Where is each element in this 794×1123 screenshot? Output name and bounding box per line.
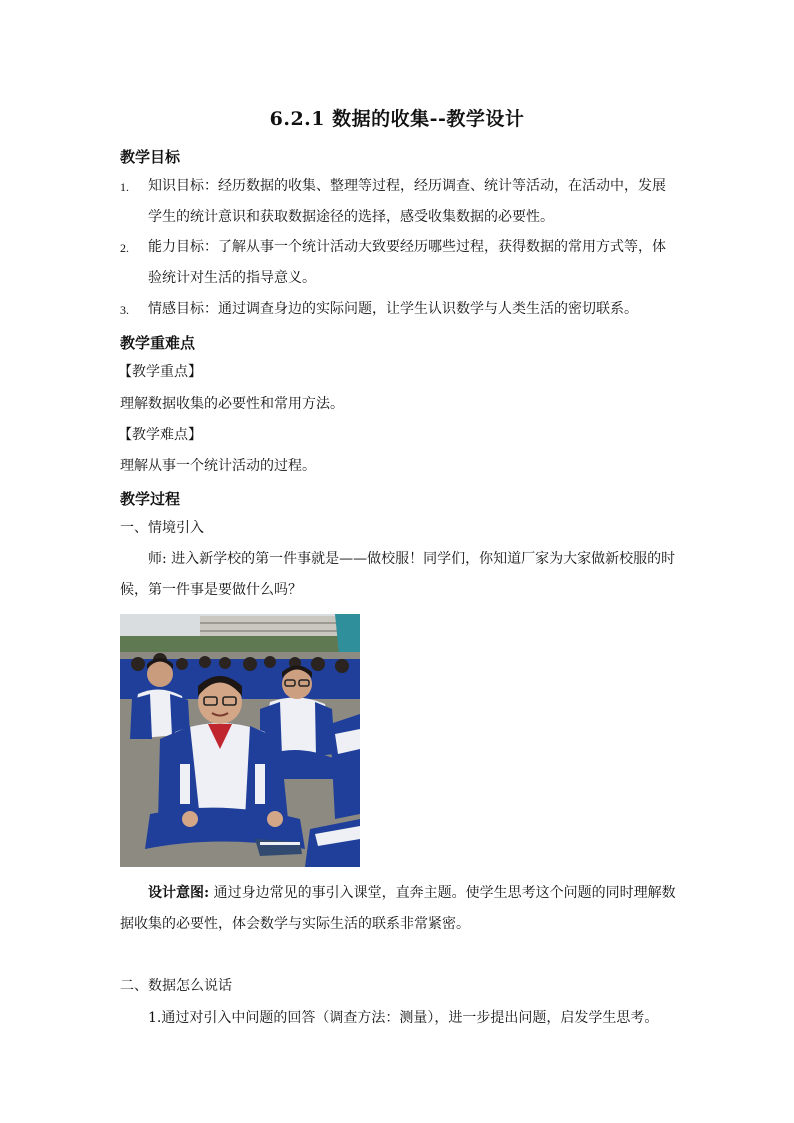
students-uniform-photo: [120, 614, 360, 867]
part1-paragraph-line-1: 师: 进入新学校的第一件事就是——做校服！同学们，你知道厂家为大家做新校服的时: [148, 551, 676, 567]
part2-title: 二、数据怎么说话: [120, 978, 232, 994]
design-intent-line-1: [148, 885, 676, 901]
difficulty-text: 理解从事一个统计活动的过程。: [120, 458, 316, 474]
goal-2-line-2: 验统计对生活的指导意义。: [148, 270, 316, 286]
part1-paragraph-line-2: 候，第一件事是要做什么吗？: [120, 582, 302, 598]
part1-title: 一、情境引入: [120, 520, 204, 536]
goal-1-line-1: 知识目标：经历数据的收集、整理等过程，经历调查、统计等活动，在活动中，发展: [148, 178, 666, 194]
key-point-text: 理解数据收集的必要性和常用方法。: [120, 396, 344, 412]
section-heading-process: 教学过程: [120, 490, 181, 508]
difficulty-label: 【教学难点】: [118, 427, 202, 443]
design-intent-line-2: 据收集的必要性，体会数学与实际生活的联系非常紧密。: [120, 916, 470, 932]
design-intent-text: 通过身边常见的事引入课堂，直奔主题。使学生思考这个问题的同时理解数: [209, 885, 676, 901]
goal-1-line-2: 学生的统计意识和获取数据途径的选择，感受收集数据的必要性。: [148, 209, 554, 225]
section-heading-goals: 教学目标: [120, 148, 181, 166]
goal-number-3: 3.: [120, 303, 129, 317]
goal-2-line-1: 能力目标：了解从事一个统计活动大致要经历哪些过程，获得数据的常用方式等，体: [148, 239, 666, 255]
design-intent-label: 设计意图:: [148, 885, 210, 901]
document-title: 6.2.1 数据的收集--教学设计: [269, 108, 525, 130]
section-heading-key-points: 教学重难点: [120, 334, 196, 352]
goal-3-line-1: 情感目标：通过调查身边的实际问题，让学生认识数学与人类生活的密切联系。: [148, 301, 638, 317]
goal-number-1: 1.: [120, 180, 129, 194]
key-point-label: 【教学重点】: [118, 364, 202, 380]
part2-paragraph-line-1: 1.通过对引入中问题的回答（调查方法：测量），进一步提出问题，启发学生思考。: [148, 1010, 659, 1026]
goal-number-2: 2.: [120, 241, 129, 255]
